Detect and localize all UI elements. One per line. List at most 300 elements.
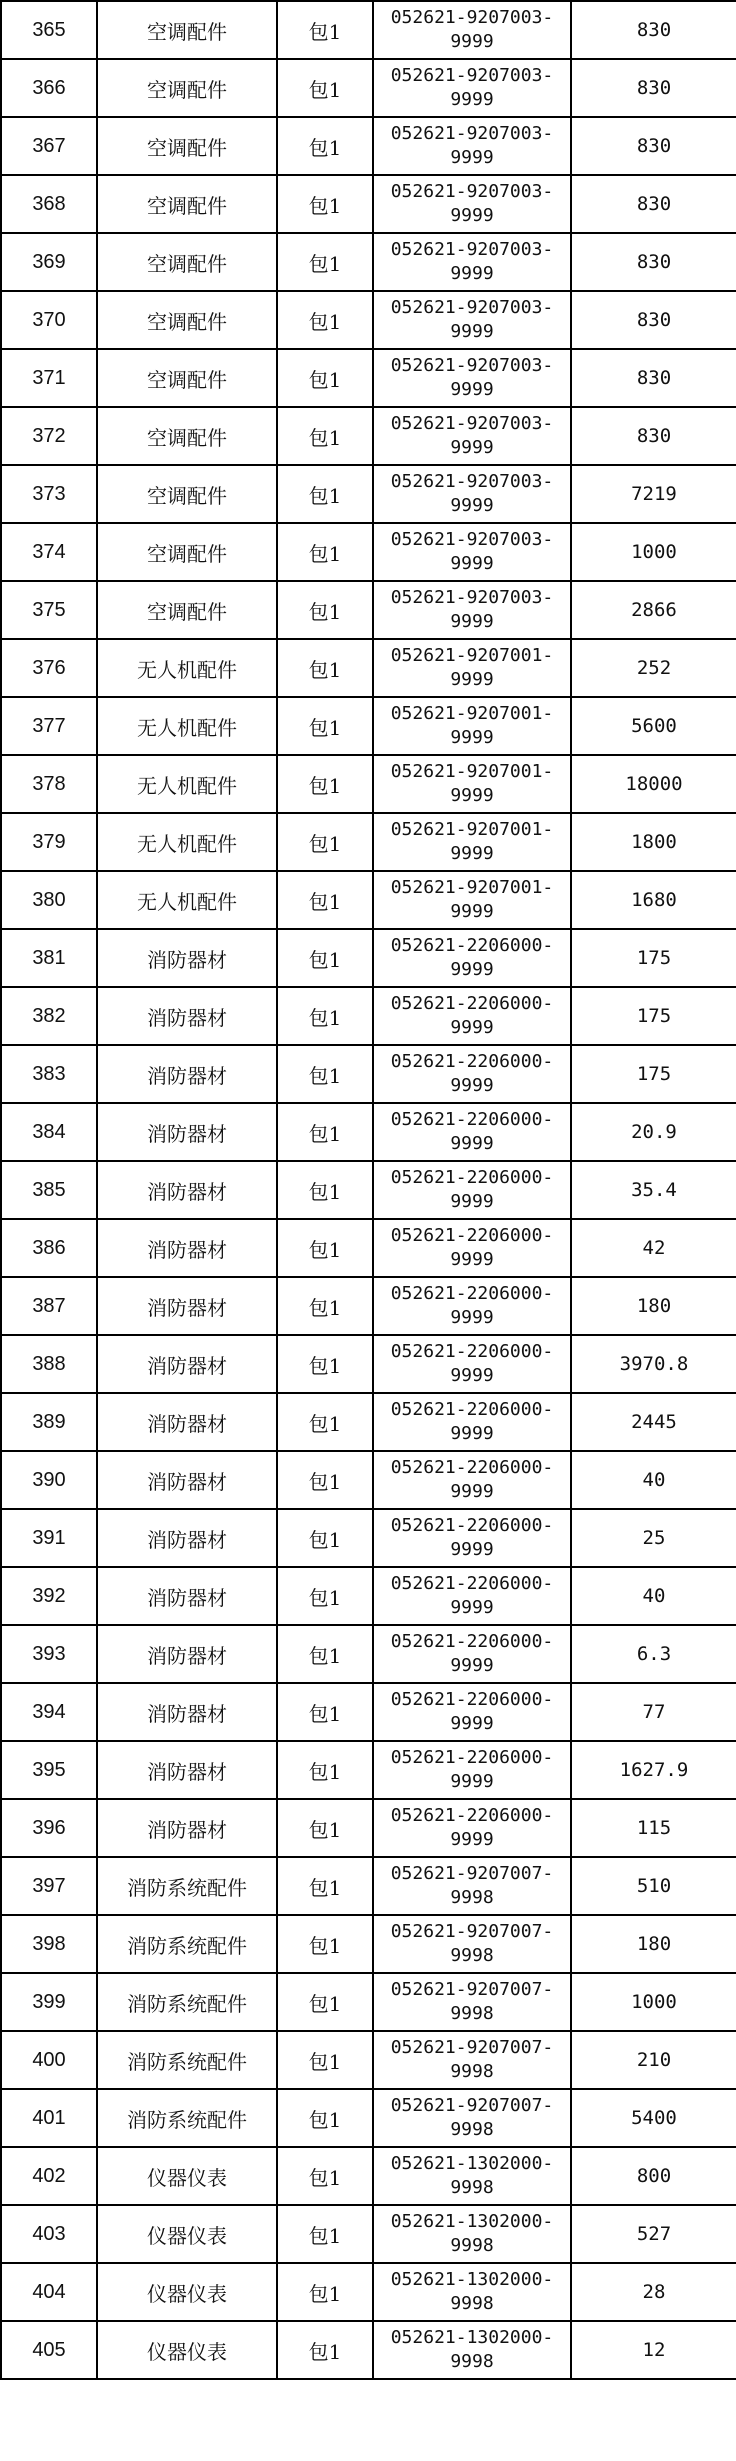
item-code-cell (373, 1393, 571, 1451)
amount-cell: 180 (571, 1915, 736, 1973)
item-name-cell: 消防系统配件 (97, 1915, 277, 1973)
item-code-line-2: 9999 (450, 611, 494, 632)
item-code-line-1: 052621-2206000- (390, 1109, 554, 1130)
item-name-cell: 消防器材 (97, 1277, 277, 1335)
amount-cell: 1627.9 (571, 1741, 736, 1799)
amount-cell: 830 (571, 233, 736, 291)
item-name-cell: 消防系统配件 (97, 1973, 277, 2031)
item-name-cell: 空调配件 (97, 1, 277, 59)
row-number-cell: 365 (1, 1, 97, 59)
item-code-line-2: 9998 (450, 1945, 494, 1966)
item-code-cell (373, 2031, 571, 2089)
item-code-line-1: 052621-2206000- (390, 1805, 554, 1826)
item-code-cell (373, 1973, 571, 2031)
table-row (1, 2205, 736, 2263)
package-cell: 包1 (277, 523, 373, 581)
item-code-line-2: 9999 (450, 1133, 494, 1154)
item-code-line-1: 052621-9207003- (390, 355, 554, 376)
amount-cell: 830 (571, 291, 736, 349)
package-cell: 包1 (277, 1973, 373, 2031)
item-code-cell (373, 1509, 571, 1567)
item-code-cell (373, 523, 571, 581)
item-name-cell: 空调配件 (97, 117, 277, 175)
amount-cell: 1800 (571, 813, 736, 871)
table-row (1, 1103, 736, 1161)
item-name-cell: 仪器仪表 (97, 2321, 277, 2379)
item-code-line-1: 052621-9207001- (390, 703, 554, 724)
item-code-cell (373, 2147, 571, 2205)
item-code-line-2: 9999 (450, 89, 494, 110)
item-code-line-2: 9999 (450, 1597, 494, 1618)
item-code-line-1: 052621-2206000- (390, 1167, 554, 1188)
row-number-cell: 369 (1, 233, 97, 291)
item-code-line-1: 052621-9207007- (390, 1921, 554, 1942)
amount-cell: 25 (571, 1509, 736, 1567)
item-code-line-1: 052621-1302000- (390, 2327, 554, 2348)
item-code-line-2: 9998 (450, 2351, 494, 2372)
row-number-cell: 378 (1, 755, 97, 813)
row-number-cell: 384 (1, 1103, 97, 1161)
amount-cell: 252 (571, 639, 736, 697)
item-name-cell: 空调配件 (97, 581, 277, 639)
item-code-cell (373, 1451, 571, 1509)
item-code-line-2: 9999 (450, 31, 494, 52)
row-number-cell: 398 (1, 1915, 97, 1973)
row-number-cell: 401 (1, 2089, 97, 2147)
item-code-line-1: 052621-9207001- (390, 761, 554, 782)
item-name-cell: 消防器材 (97, 929, 277, 987)
table-row (1, 1857, 736, 1915)
item-name-cell: 消防器材 (97, 1799, 277, 1857)
item-code-cell (373, 697, 571, 755)
package-cell: 包1 (277, 871, 373, 929)
row-number-cell: 373 (1, 465, 97, 523)
package-cell: 包1 (277, 1625, 373, 1683)
amount-cell: 20.9 (571, 1103, 736, 1161)
item-code-line-1: 052621-9207007- (390, 1979, 554, 2000)
table-row (1, 697, 736, 755)
item-code-line-1: 052621-2206000- (390, 993, 554, 1014)
package-cell: 包1 (277, 697, 373, 755)
amount-cell: 830 (571, 407, 736, 465)
item-code-line-1: 052621-9207003- (390, 529, 554, 550)
row-number-cell: 377 (1, 697, 97, 755)
item-code-line-2: 9998 (450, 2293, 494, 2314)
item-name-cell: 消防系统配件 (97, 2031, 277, 2089)
package-cell: 包1 (277, 1045, 373, 1103)
item-code-line-2: 9999 (450, 1017, 494, 1038)
item-code-line-1: 052621-2206000- (390, 1225, 554, 1246)
amount-cell: 40 (571, 1567, 736, 1625)
item-name-cell: 无人机配件 (97, 871, 277, 929)
row-number-cell: 405 (1, 2321, 97, 2379)
item-code-cell (373, 1, 571, 59)
item-code-line-2: 9998 (450, 2235, 494, 2256)
table-row (1, 1625, 736, 1683)
package-cell: 包1 (277, 1799, 373, 1857)
item-code-cell (373, 1625, 571, 1683)
amount-cell: 1000 (571, 523, 736, 581)
item-code-line-2: 9999 (450, 1481, 494, 1502)
amount-cell: 5600 (571, 697, 736, 755)
row-number-cell: 397 (1, 1857, 97, 1915)
row-number-cell: 380 (1, 871, 97, 929)
item-name-cell: 消防器材 (97, 1567, 277, 1625)
item-name-cell: 消防器材 (97, 1219, 277, 1277)
amount-cell: 2445 (571, 1393, 736, 1451)
item-code-line-2: 9999 (450, 1713, 494, 1734)
table-row (1, 755, 736, 813)
table-row (1, 1567, 736, 1625)
item-code-cell (373, 1335, 571, 1393)
item-name-cell: 仪器仪表 (97, 2263, 277, 2321)
item-name-cell: 消防器材 (97, 1103, 277, 1161)
row-number-cell: 382 (1, 987, 97, 1045)
item-code-cell (373, 2089, 571, 2147)
amount-cell: 175 (571, 929, 736, 987)
table-row (1, 1335, 736, 1393)
package-cell: 包1 (277, 1335, 373, 1393)
table-row (1, 1277, 736, 1335)
table-row (1, 1161, 736, 1219)
item-code-cell (373, 2205, 571, 2263)
item-code-cell (373, 2263, 571, 2321)
row-number-cell: 391 (1, 1509, 97, 1567)
item-code-cell (373, 1277, 571, 1335)
item-code-line-1: 052621-9207003- (390, 413, 554, 434)
item-code-line-1: 052621-2206000- (390, 1051, 554, 1072)
amount-cell: 115 (571, 1799, 736, 1857)
amount-cell: 28 (571, 2263, 736, 2321)
amount-cell: 210 (571, 2031, 736, 2089)
row-number-cell: 402 (1, 2147, 97, 2205)
item-code-line-2: 9999 (450, 959, 494, 980)
item-name-cell: 消防系统配件 (97, 1857, 277, 1915)
amount-cell: 40 (571, 1451, 736, 1509)
package-cell: 包1 (277, 1277, 373, 1335)
amount-cell: 830 (571, 349, 736, 407)
item-name-cell: 消防器材 (97, 1625, 277, 1683)
item-code-line-1: 052621-9207001- (390, 877, 554, 898)
table-row (1, 2147, 736, 2205)
item-code-line-2: 9999 (450, 1423, 494, 1444)
amount-cell: 77 (571, 1683, 736, 1741)
item-code-line-1: 052621-9207003- (390, 7, 554, 28)
package-cell: 包1 (277, 291, 373, 349)
amount-cell: 830 (571, 59, 736, 117)
package-cell: 包1 (277, 1683, 373, 1741)
package-cell: 包1 (277, 639, 373, 697)
table-row (1, 117, 736, 175)
item-code-cell (373, 929, 571, 987)
item-code-line-2: 9998 (450, 1887, 494, 1908)
item-code-line-2: 9999 (450, 1365, 494, 1386)
amount-cell: 1680 (571, 871, 736, 929)
item-code-cell (373, 1045, 571, 1103)
item-code-cell (373, 871, 571, 929)
table-row (1, 1219, 736, 1277)
package-cell: 包1 (277, 1509, 373, 1567)
item-code-line-2: 9999 (450, 1191, 494, 1212)
item-code-line-1: 052621-9207001- (390, 645, 554, 666)
amount-cell: 1000 (571, 1973, 736, 2031)
amount-cell: 12 (571, 2321, 736, 2379)
amount-cell: 175 (571, 1045, 736, 1103)
package-cell: 包1 (277, 2205, 373, 2263)
row-number-cell: 367 (1, 117, 97, 175)
item-code-cell (373, 639, 571, 697)
item-code-line-2: 9999 (450, 1075, 494, 1096)
table-row (1, 871, 736, 929)
item-code-line-1: 052621-9207003- (390, 65, 554, 86)
item-code-line-1: 052621-2206000- (390, 1573, 554, 1594)
amount-cell: 180 (571, 1277, 736, 1335)
row-number-cell: 390 (1, 1451, 97, 1509)
item-name-cell: 空调配件 (97, 349, 277, 407)
table-row (1, 291, 736, 349)
row-number-cell: 368 (1, 175, 97, 233)
item-code-line-2: 9998 (450, 2119, 494, 2140)
table-row (1, 813, 736, 871)
table-row (1, 349, 736, 407)
item-code-line-2: 9999 (450, 553, 494, 574)
item-code-cell (373, 813, 571, 871)
item-code-line-2: 9999 (450, 901, 494, 922)
item-name-cell: 仪器仪表 (97, 2147, 277, 2205)
amount-cell: 510 (571, 1857, 736, 1915)
table-row (1, 2321, 736, 2379)
table-row (1, 2031, 736, 2089)
table-row (1, 407, 736, 465)
package-cell: 包1 (277, 465, 373, 523)
amount-cell: 3970.8 (571, 1335, 736, 1393)
item-code-cell (373, 1915, 571, 1973)
item-code-line-2: 9999 (450, 1249, 494, 1270)
table-row (1, 929, 736, 987)
row-number-cell: 375 (1, 581, 97, 639)
item-code-cell (373, 407, 571, 465)
package-cell: 包1 (277, 581, 373, 639)
item-code-line-1: 052621-9207007- (390, 2095, 554, 2116)
item-code-cell (373, 581, 571, 639)
row-number-cell: 372 (1, 407, 97, 465)
table-row (1, 639, 736, 697)
item-code-line-2: 9999 (450, 495, 494, 516)
table-row (1, 1393, 736, 1451)
package-cell: 包1 (277, 117, 373, 175)
item-code-line-1: 052621-9207003- (390, 587, 554, 608)
item-code-line-2: 9999 (450, 205, 494, 226)
item-code-line-1: 052621-1302000- (390, 2269, 554, 2290)
item-code-cell (373, 1683, 571, 1741)
item-code-cell (373, 117, 571, 175)
item-name-cell: 消防器材 (97, 1683, 277, 1741)
row-number-cell: 399 (1, 1973, 97, 2031)
item-code-line-2: 9999 (450, 843, 494, 864)
item-name-cell: 仪器仪表 (97, 2205, 277, 2263)
item-code-line-1: 052621-2206000- (390, 1341, 554, 1362)
item-code-cell (373, 465, 571, 523)
package-cell: 包1 (277, 2031, 373, 2089)
row-number-cell: 403 (1, 2205, 97, 2263)
table-row (1, 2089, 736, 2147)
amount-cell: 42 (571, 1219, 736, 1277)
item-code-line-1: 052621-9207007- (390, 2037, 554, 2058)
table-row (1, 1915, 736, 1973)
item-code-cell (373, 987, 571, 1045)
package-cell: 包1 (277, 813, 373, 871)
package-cell: 包1 (277, 349, 373, 407)
package-cell: 包1 (277, 407, 373, 465)
package-cell: 包1 (277, 2089, 373, 2147)
table-row (1, 987, 736, 1045)
row-number-cell: 370 (1, 291, 97, 349)
item-name-cell: 消防器材 (97, 987, 277, 1045)
item-code-cell (373, 1567, 571, 1625)
item-code-line-2: 9998 (450, 2061, 494, 2082)
item-code-cell (373, 755, 571, 813)
item-code-line-1: 052621-2206000- (390, 1689, 554, 1710)
table-row (1, 1451, 736, 1509)
amount-cell: 5400 (571, 2089, 736, 2147)
item-code-line-2: 9999 (450, 1539, 494, 1560)
row-number-cell: 404 (1, 2263, 97, 2321)
table-row (1, 1683, 736, 1741)
item-code-line-2: 9999 (450, 785, 494, 806)
item-code-line-2: 9999 (450, 1771, 494, 1792)
item-code-cell (373, 1857, 571, 1915)
item-code-line-2: 9999 (450, 321, 494, 342)
item-name-cell: 消防系统配件 (97, 2089, 277, 2147)
row-number-cell: 366 (1, 59, 97, 117)
amount-cell: 18000 (571, 755, 736, 813)
package-cell: 包1 (277, 1857, 373, 1915)
row-number-cell: 394 (1, 1683, 97, 1741)
item-code-line-1: 052621-1302000- (390, 2211, 554, 2232)
table-row (1, 1973, 736, 2031)
item-code-cell (373, 1103, 571, 1161)
item-name-cell: 消防器材 (97, 1451, 277, 1509)
row-number-cell: 386 (1, 1219, 97, 1277)
item-code-cell (373, 1161, 571, 1219)
item-code-cell (373, 59, 571, 117)
row-number-cell: 392 (1, 1567, 97, 1625)
item-code-cell (373, 291, 571, 349)
item-name-cell: 空调配件 (97, 233, 277, 291)
item-code-line-1: 052621-9207007- (390, 1863, 554, 1884)
item-name-cell: 空调配件 (97, 465, 277, 523)
amount-cell: 800 (571, 2147, 736, 2205)
row-number-cell: 400 (1, 2031, 97, 2089)
table-row (1, 465, 736, 523)
row-number-cell: 385 (1, 1161, 97, 1219)
package-cell: 包1 (277, 233, 373, 291)
item-code-line-1: 052621-9207003- (390, 181, 554, 202)
package-cell: 包1 (277, 175, 373, 233)
table-row (1, 59, 736, 117)
item-code-cell (373, 349, 571, 407)
item-name-cell: 空调配件 (97, 59, 277, 117)
item-name-cell: 消防器材 (97, 1161, 277, 1219)
item-code-line-1: 052621-9207003- (390, 239, 554, 260)
item-code-line-2: 9999 (450, 1307, 494, 1328)
table-row (1, 1, 736, 59)
item-code-line-2: 9999 (450, 1829, 494, 1850)
row-number-cell: 379 (1, 813, 97, 871)
item-code-line-1: 052621-9207003- (390, 471, 554, 492)
row-number-cell: 381 (1, 929, 97, 987)
item-name-cell: 无人机配件 (97, 755, 277, 813)
row-number-cell: 374 (1, 523, 97, 581)
row-number-cell: 383 (1, 1045, 97, 1103)
table-row (1, 1799, 736, 1857)
package-cell: 包1 (277, 1451, 373, 1509)
item-code-line-2: 9999 (450, 669, 494, 690)
item-code-line-1: 052621-2206000- (390, 1283, 554, 1304)
package-cell: 包1 (277, 755, 373, 813)
table-row (1, 523, 736, 581)
package-cell: 包1 (277, 1741, 373, 1799)
package-cell: 包1 (277, 1, 373, 59)
amount-cell: 6.3 (571, 1625, 736, 1683)
amount-cell: 35.4 (571, 1161, 736, 1219)
item-code-line-2: 9999 (450, 379, 494, 400)
items-table-body (1, 1, 736, 2379)
item-name-cell: 空调配件 (97, 407, 277, 465)
table-row (1, 233, 736, 291)
table-row (1, 1509, 736, 1567)
table-row (1, 1741, 736, 1799)
item-code-line-1: 052621-9207003- (390, 297, 554, 318)
package-cell: 包1 (277, 1393, 373, 1451)
item-code-cell (373, 1799, 571, 1857)
item-code-line-2: 9999 (450, 263, 494, 284)
package-cell: 包1 (277, 987, 373, 1045)
amount-cell: 7219 (571, 465, 736, 523)
package-cell: 包1 (277, 1567, 373, 1625)
row-number-cell: 396 (1, 1799, 97, 1857)
item-code-line-1: 052621-2206000- (390, 1399, 554, 1420)
package-cell: 包1 (277, 1219, 373, 1277)
item-code-line-2: 9999 (450, 1655, 494, 1676)
item-code-line-1: 052621-2206000- (390, 1631, 554, 1652)
table-row (1, 581, 736, 639)
item-name-cell: 无人机配件 (97, 639, 277, 697)
item-code-line-1: 052621-2206000- (390, 935, 554, 956)
item-code-line-1: 052621-9207001- (390, 819, 554, 840)
item-code-cell (373, 233, 571, 291)
package-cell: 包1 (277, 1915, 373, 1973)
item-code-line-2: 9999 (450, 437, 494, 458)
row-number-cell: 376 (1, 639, 97, 697)
row-number-cell: 393 (1, 1625, 97, 1683)
row-number-cell: 387 (1, 1277, 97, 1335)
table-row (1, 1045, 736, 1103)
item-name-cell: 消防器材 (97, 1045, 277, 1103)
package-cell: 包1 (277, 59, 373, 117)
item-name-cell: 无人机配件 (97, 813, 277, 871)
item-name-cell: 空调配件 (97, 175, 277, 233)
item-code-cell (373, 175, 571, 233)
item-name-cell: 消防器材 (97, 1393, 277, 1451)
item-code-line-1: 052621-2206000- (390, 1515, 554, 1536)
table-row (1, 2263, 736, 2321)
item-code-cell (373, 1219, 571, 1277)
item-code-line-1: 052621-1302000- (390, 2153, 554, 2174)
package-cell: 包1 (277, 929, 373, 987)
item-code-line-2: 9999 (450, 727, 494, 748)
package-cell: 包1 (277, 1103, 373, 1161)
